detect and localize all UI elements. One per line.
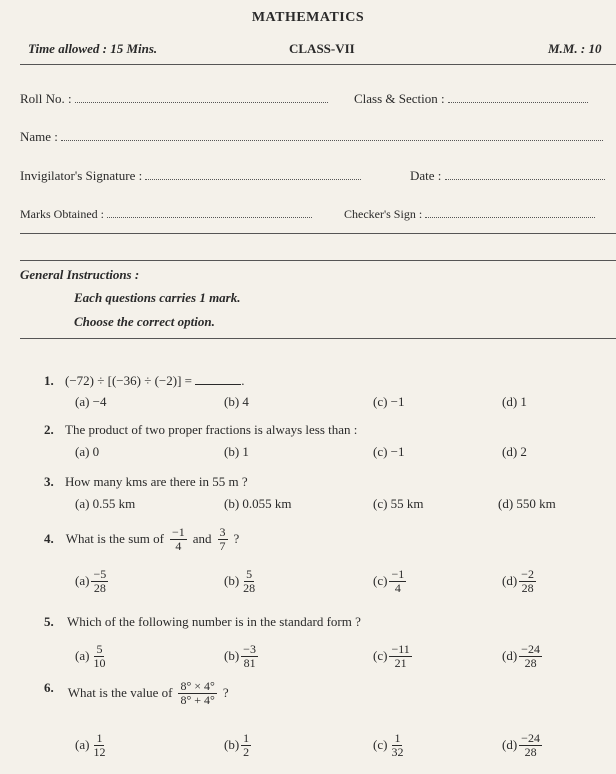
fraction: [91, 732, 107, 758]
option-b[interactable]: (b) 0.055 km: [224, 496, 292, 511]
question-text: ?: [233, 531, 240, 547]
option-label: (c): [373, 737, 388, 753]
marks-obtained-label: Marks Obtained :: [20, 207, 104, 221]
checker-sign-blank[interactable]: [425, 207, 595, 218]
option-a[interactable]: [75, 568, 110, 594]
option-a[interactable]: (a) 0.55 km: [75, 496, 136, 511]
name-label: Name :: [20, 129, 58, 144]
question-1: [44, 373, 244, 389]
question-number: 1.: [44, 373, 54, 388]
denominator: 28: [524, 744, 537, 759]
denominator: 12: [93, 744, 106, 759]
denominator: 21: [394, 655, 407, 670]
option-c[interactable]: (c) −1: [373, 444, 405, 459]
class-section-blank[interactable]: [448, 92, 588, 103]
question-3: [44, 474, 248, 490]
option-label: (a): [75, 573, 90, 589]
fraction: [241, 568, 257, 594]
question-text: (−72) ÷ [(−36) ÷ (−2)] =: [65, 373, 196, 388]
invigilator-field[interactable]: [20, 168, 361, 184]
time-allowed: Time allowed : 15 Mins.: [28, 41, 158, 56]
date-field[interactable]: [410, 168, 605, 184]
option-label: (d): [502, 573, 518, 589]
question-number: 2.: [44, 422, 54, 437]
option-c[interactable]: (c) −1: [373, 394, 405, 409]
fraction: [519, 568, 536, 594]
numerator: −24: [521, 642, 540, 656]
numerator: −11: [391, 642, 410, 656]
denominator: 28: [524, 655, 537, 670]
instructions-rule: [20, 338, 616, 339]
option-label: (b): [224, 573, 240, 589]
question-4: [44, 526, 239, 552]
numerator: 1: [96, 731, 103, 745]
numerator: 8° × 4°: [180, 679, 215, 693]
class-label: CLASS-VII: [289, 41, 355, 56]
option-label: (c): [373, 573, 388, 589]
checker-sign-field[interactable]: [344, 207, 595, 222]
fraction: [389, 732, 405, 758]
option-d[interactable]: (d) 2: [502, 444, 527, 459]
denominator: 28: [243, 580, 256, 595]
roll-no-field[interactable]: [20, 91, 328, 107]
denominator: 28: [521, 580, 534, 595]
denominator: 7: [219, 538, 226, 553]
option-a[interactable]: (a) 0: [75, 444, 100, 459]
numerator: 1: [243, 731, 250, 745]
fraction: [389, 643, 411, 669]
option-b[interactable]: [224, 732, 253, 758]
option-d[interactable]: [502, 568, 538, 594]
fraction: [91, 643, 107, 669]
date-blank[interactable]: [445, 169, 605, 180]
numerator: −2: [521, 567, 534, 581]
question-5: [44, 614, 361, 630]
question-text: How many kms are there in 55 m ?: [65, 474, 248, 489]
instruction-line: Each questions carries 1 mark.: [74, 290, 241, 305]
question-number: 5.: [44, 614, 54, 629]
question-text: and: [192, 531, 212, 547]
numerator: −1: [391, 567, 405, 581]
checker-sign-label: Checker's Sign :: [344, 207, 423, 221]
name-blank[interactable]: [61, 130, 603, 141]
fraction: [178, 680, 216, 706]
option-b[interactable]: [224, 568, 259, 594]
fraction: [170, 526, 187, 552]
marks-obtained-blank[interactable]: [107, 207, 312, 218]
denominator: 8° + 4°: [180, 692, 215, 707]
roll-no-blank[interactable]: [75, 92, 328, 103]
instructions-heading: General Instructions :: [20, 267, 140, 282]
option-c[interactable]: [373, 643, 414, 669]
page-title: MATHEMATICS: [251, 10, 365, 25]
denominator: 2: [243, 744, 250, 759]
option-b[interactable]: (b) 1: [224, 444, 249, 459]
numerator: −24: [521, 731, 540, 745]
option-label: (a): [75, 648, 90, 664]
denominator: 28: [93, 580, 106, 595]
class-section-label: Class & Section :: [354, 91, 445, 106]
question-text: What is the sum of: [65, 531, 164, 547]
header-rule: [20, 64, 616, 65]
option-label: (d): [502, 737, 518, 753]
max-marks: M.M. : 10: [548, 41, 602, 56]
denominator: 32: [391, 744, 404, 759]
fraction: [91, 568, 108, 594]
roll-no-label: Roll No. :: [20, 91, 72, 106]
numerator: 5: [246, 567, 253, 581]
denominator: 10: [93, 655, 106, 670]
option-d[interactable]: (d) 1: [502, 394, 527, 409]
question-text: The product of two proper fractions is always less than :: [65, 422, 358, 437]
fraction: [519, 643, 542, 669]
fraction: [241, 643, 258, 669]
option-b[interactable]: [224, 643, 260, 669]
question-number: 6.: [44, 680, 54, 695]
option-label: (b): [224, 737, 240, 753]
denominator: 81: [243, 655, 256, 670]
fields-rule-1: [20, 233, 616, 234]
question-text-end: .: [241, 373, 245, 388]
denominator: 4: [394, 580, 401, 595]
numerator: 5: [96, 642, 103, 656]
fraction: [218, 526, 228, 552]
fraction: [519, 732, 542, 758]
numerator: −1: [171, 525, 185, 539]
option-label: (b): [224, 648, 240, 664]
denominator: 4: [175, 538, 182, 553]
marks-obtained-field[interactable]: [20, 207, 312, 222]
option-a[interactable]: (a) −4: [75, 394, 107, 409]
question-number: 3.: [44, 474, 54, 489]
option-label: (a): [75, 737, 90, 753]
option-c[interactable]: [373, 732, 407, 758]
question-number: 4.: [44, 531, 54, 547]
option-d[interactable]: (d) 550 km: [498, 496, 556, 511]
fraction: [389, 568, 406, 594]
option-label: (d): [502, 648, 518, 664]
question-2: [44, 422, 357, 438]
invigilator-blank[interactable]: [145, 169, 361, 180]
numerator: −3: [243, 642, 256, 656]
question-6: [44, 680, 229, 706]
question-text: What is the value of: [67, 685, 173, 701]
instruction-line: Choose the correct option.: [74, 314, 215, 329]
class-section-field[interactable]: [354, 91, 588, 107]
option-a[interactable]: [75, 643, 109, 669]
option-label: (c): [373, 648, 388, 664]
question-text: Which of the following number is in the standard form ?: [67, 614, 361, 629]
option-c[interactable]: (c) 55 km: [373, 496, 424, 511]
option-c[interactable]: [373, 568, 408, 594]
fraction: [241, 732, 251, 758]
fields-rule-2: [20, 260, 616, 261]
name-field[interactable]: [20, 129, 603, 145]
invigilator-label: Invigilator's Signature :: [20, 168, 143, 183]
question-text: ?: [222, 685, 229, 701]
option-d[interactable]: [502, 732, 544, 758]
numerator: 1: [394, 731, 401, 745]
option-a[interactable]: [75, 732, 109, 758]
numerator: 3: [219, 525, 226, 539]
option-d[interactable]: [502, 643, 544, 669]
numerator: −5: [93, 567, 107, 581]
option-b[interactable]: (b) 4: [224, 394, 249, 409]
answer-blank[interactable]: [195, 374, 241, 385]
date-label: Date :: [410, 168, 442, 183]
